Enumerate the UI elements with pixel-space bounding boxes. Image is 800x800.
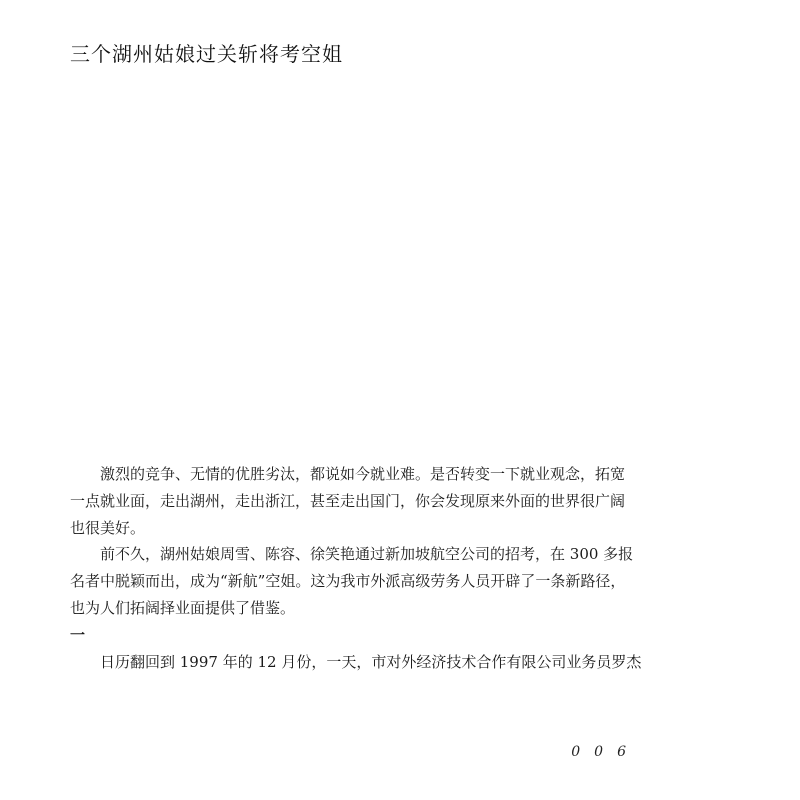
paragraph-section-one: [70, 649, 642, 676]
paragraph-line: 也为人们拓阔择业面提供了借鉴。: [70, 598, 296, 617]
paragraph-line: 一点就业面，走出湖州，走出浙江，甚至走出国门，你会发现原来外面的世界很广阔: [70, 491, 626, 510]
paragraph-recruitment: [70, 541, 642, 621]
article-body: [70, 461, 642, 675]
paragraph-line: 日历翻回到 1997 年的 12 月份，一天，市对外经济技术合作有限公司业务员罗杰: [100, 652, 642, 671]
page-number: 006: [571, 744, 640, 760]
paragraph-line: 前不久，湖州姑娘周雪、陈容、徐笑艳通过新加坡航空公司的招考，在 300 多报: [100, 545, 634, 564]
paragraph-line: 名者中脱颖而出，成为“新航”空姐。这为我市外派高级劳务人员开辟了一条新路径，: [70, 572, 626, 591]
paragraph-line: 激烈的竞争、无情的优胜劣汰，都说如今就业难。是否转变一下就业观念，拓宽: [100, 465, 626, 483]
article-title: 三个湖州姑娘过关斩将考空姐: [70, 42, 343, 66]
paragraph-line: 也很美好。: [70, 518, 146, 537]
paragraph-intro: [70, 461, 642, 541]
section-heading: 一: [70, 625, 86, 644]
